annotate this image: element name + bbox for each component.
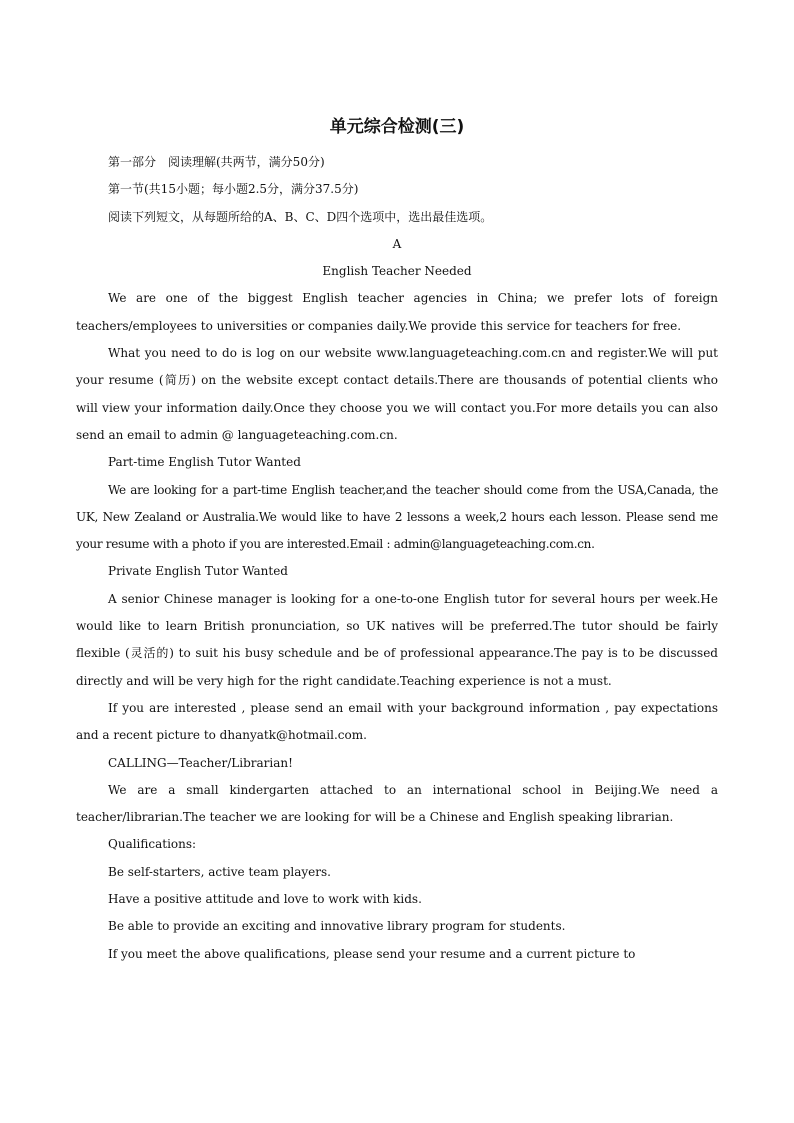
paragraph: If you meet the above qualifications, please send your resume and a current picture to [108, 946, 636, 961]
ad-heading: Part-time English Tutor Wanted [108, 455, 301, 470]
qualification-item: Be self-starters, active team players. [108, 864, 331, 879]
paragraph: We are looking for a part-time English teacher,and the teacher should come from the USA,Canada, the UK, New Zealand or Australia.We would like to have 2 lessons a week,2 hours each lesson. Please send me your resume with a photo if you are interested.Email : admin@languageteaching.com.cn. [76, 482, 718, 552]
paragraph: We are a small kindergarten attached to an international school in Beijing.We need a teacher/librarian.The teacher we are looking for will be a Chinese and English speaking librarian. [76, 782, 718, 825]
paragraph: If you are interested , please send an email with your background information , pay expectations and a recent picture to dhanyatk@hotmail.com. [76, 700, 718, 743]
section-subheading: 第一节(共15小题；每小题2.5分，满分37.5分) [108, 182, 359, 197]
instructions: 阅读下列短文，从每题所给的A、B、C、D四个选项中，选出最佳选项。 [108, 209, 493, 224]
paragraph: A senior Chinese manager is looking for a one-to-one English tutor for several hours per week.He would like to learn British pronunciation, so UK natives will be preferred.The tutor should be fairly flexible (灵活的) to suit his busy schedule and be of professional appearance.The pay is to be discussed directly and will be very high for the right candidate.Teaching experience is not a must. [76, 591, 718, 688]
ad-heading: CALLING—Teacher/Librarian! [108, 755, 293, 770]
ad-heading: Private English Tutor Wanted [108, 564, 288, 579]
qualification-item: Have a positive attitude and love to work with kids. [108, 892, 422, 907]
document-title: 单元综合检测(三) [329, 117, 465, 137]
qualifications-label: Qualifications: [108, 837, 197, 852]
section-heading: 第一部分 阅读理解(共两节，满分50分) [108, 155, 325, 169]
passage-title: English Teacher Needed [322, 264, 472, 279]
passage-label: A [392, 236, 402, 251]
document-body [76, 149, 718, 968]
qualification-item: Be able to provide an exciting and innovative library program for students. [108, 919, 566, 934]
paragraph: We are one of the biggest English teacher agencies in China; we prefer lots of foreign teachers/employees to universities or companies daily.We provide this service for teachers for free. [76, 291, 718, 333]
paragraph: What you need to do is log on our website www.languageteaching.com.cn and register.We will put your resume (简历) on the website except contact details.There are thousands of potential clients who will view your information daily.Once they choose you we will contact you.For more details you can also send an email to admin @ languageteaching.com.cn. [76, 346, 718, 442]
